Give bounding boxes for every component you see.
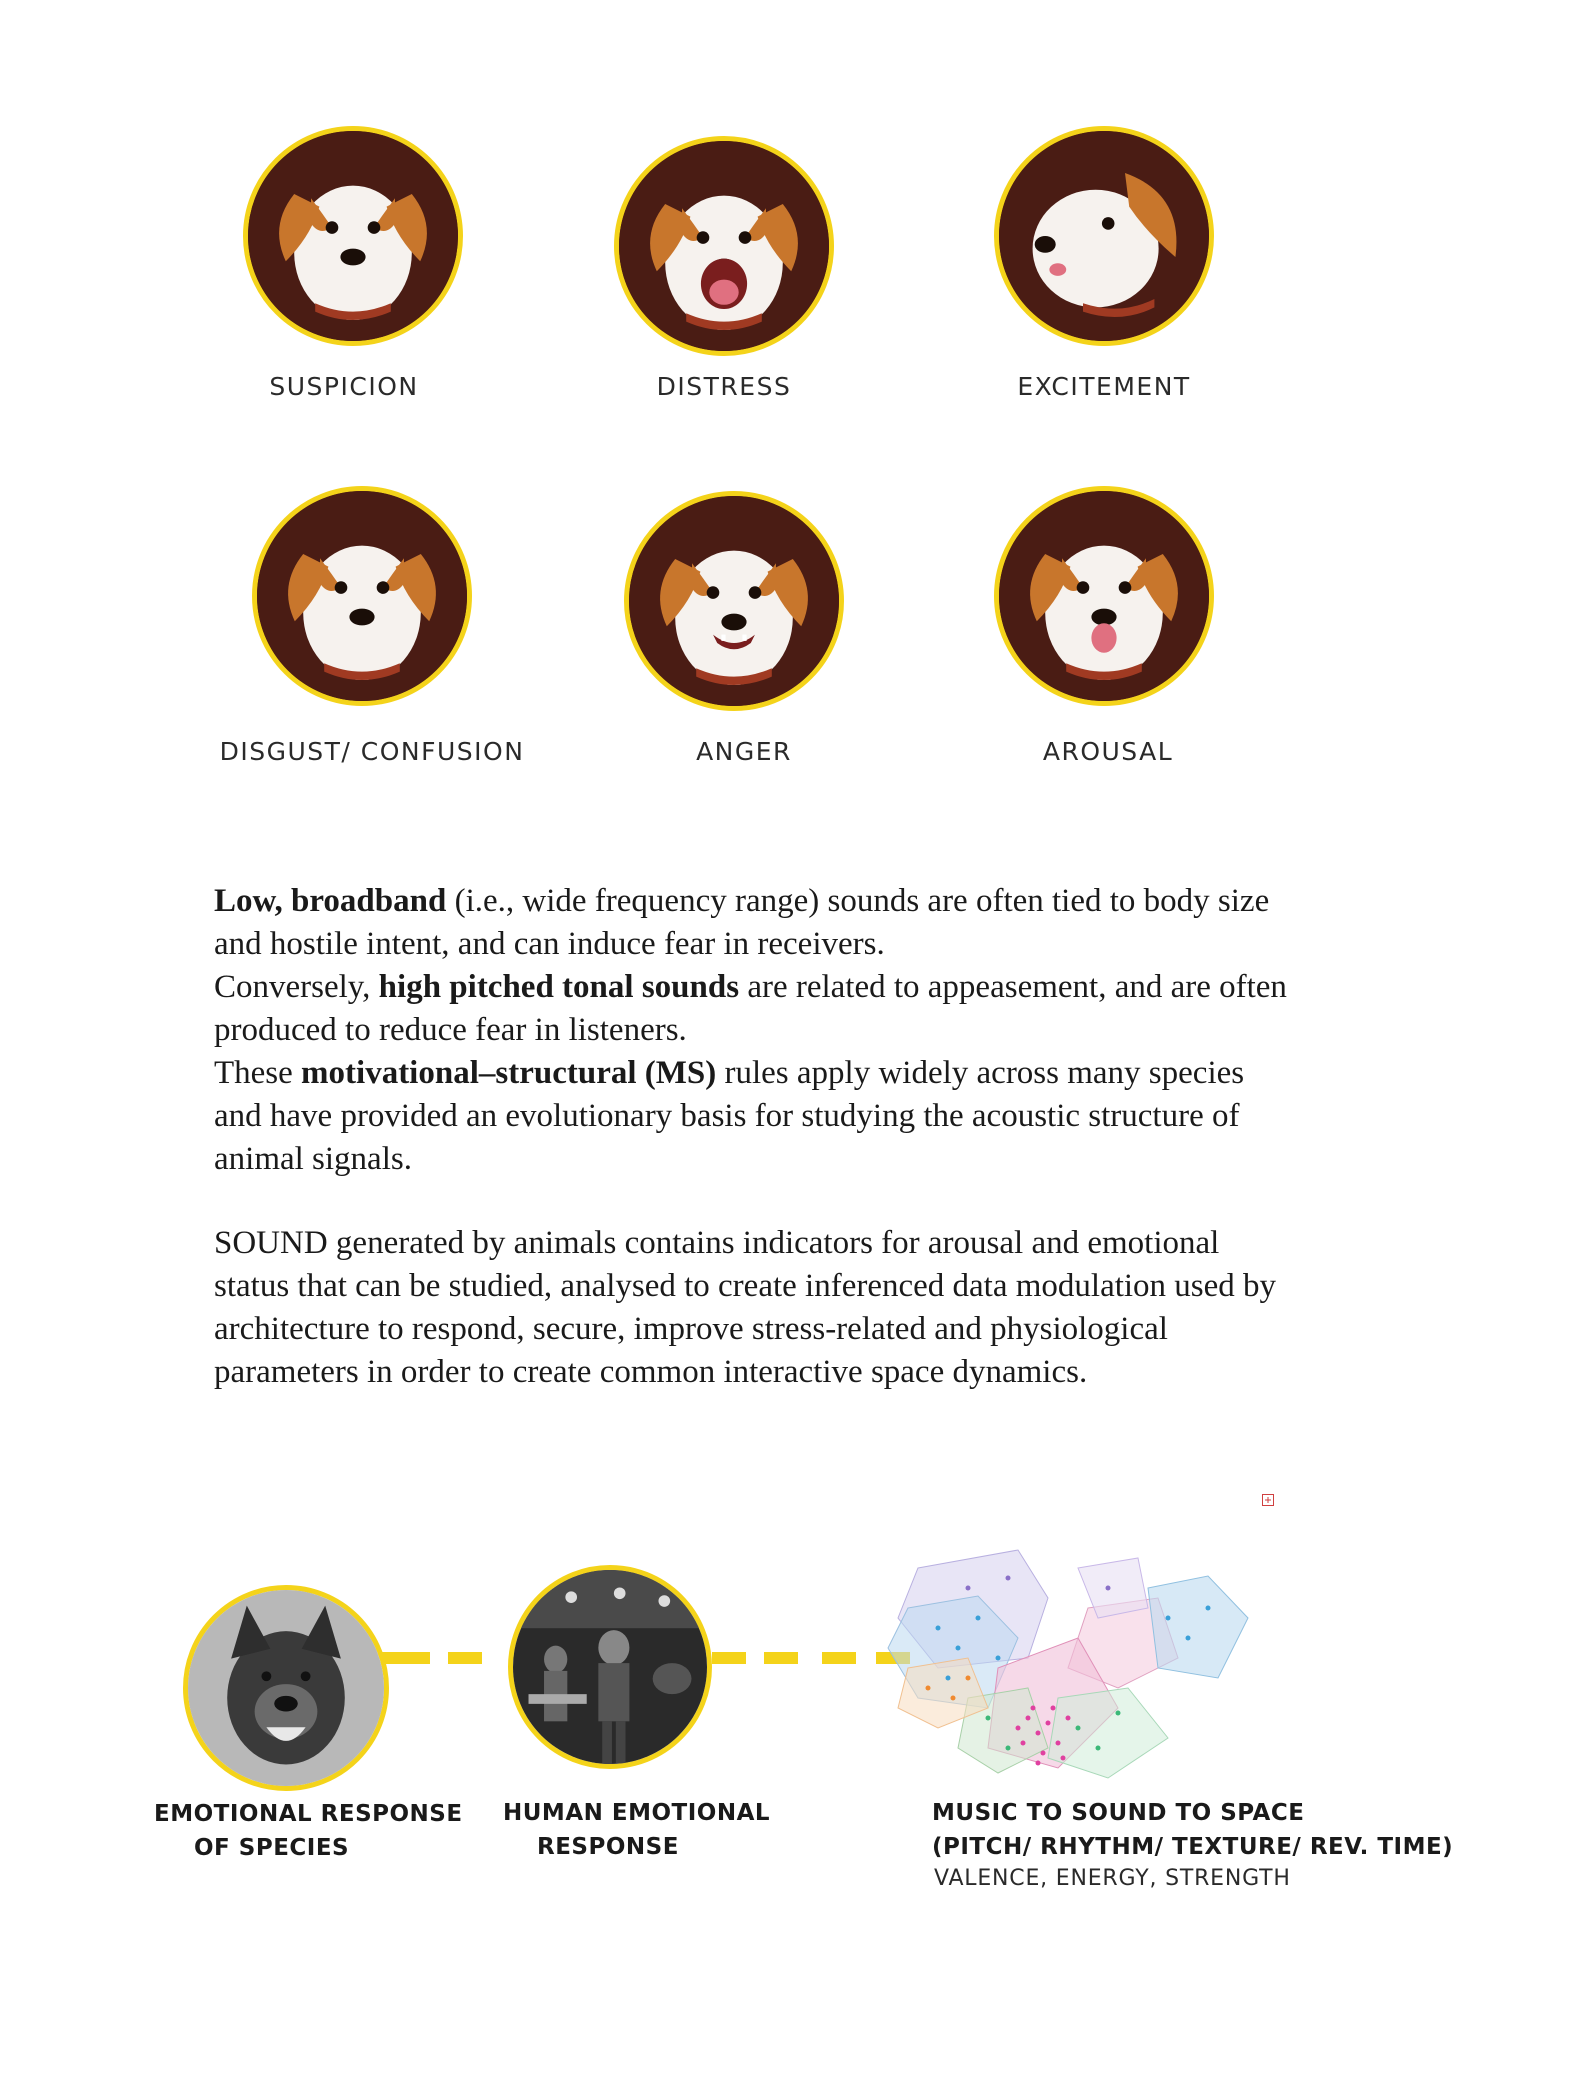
connector-dash	[764, 1652, 798, 1664]
caption-species: EMOTIONAL RESPONSE OF SPECIES	[154, 1801, 463, 1861]
connector-dash	[822, 1652, 856, 1664]
dog-excitement-photo	[994, 126, 1214, 346]
connector-dash	[448, 1652, 482, 1664]
dog-disgust-photo	[252, 486, 472, 706]
connector-dash	[382, 1652, 430, 1664]
emotion-label-distress: DISTRESS	[656, 372, 792, 401]
dog-anger-photo	[624, 491, 844, 711]
paragraph-sound: SOUND generated by animals contains indicators for arousal and emotional status that can be studied, analysed to create inferenced data modulation used by architecture to respond, secure, improve stress-related and physiological parameters in order to create common interactive space dynamics.	[214, 1225, 1277, 1390]
emotion-label-excitement: EXCITEMENT	[1017, 372, 1191, 401]
dog-arousal-photo	[994, 486, 1214, 706]
emotion-label-arousal: AROUSAL	[1042, 737, 1174, 766]
caption-music: MUSIC TO SOUND TO SPACE (PITCH/ RHYTHM/ TEXTURE/ REV. TIME)	[932, 1800, 1454, 1860]
plus-marker-icon	[1262, 1494, 1274, 1506]
caption-music-sub: VALENCE, ENERGY, STRENGTH	[934, 1866, 1291, 1891]
dog-suspicion-photo	[243, 126, 463, 346]
dog-distress-photo	[614, 136, 834, 356]
emotion-label-anger: ANGER	[696, 737, 792, 766]
emotion-label-disgust-confusion: DISGUST/ CONFUSION	[219, 737, 525, 766]
paragraph-ms-rules: Low, broadband (i.e., wide frequency range) sounds are often tied to body size and hostile intent, and can induce fear in receivers. Conversely, high pitched tonal sounds are related to appeasement, and are often produced to reduce fear in listeners. These motivational–structural (MS) rules apply widely across many species and have provided an evolutionary basis for studying the acoustic structure of animal signals.	[214, 883, 1287, 1177]
connector-dash	[712, 1652, 746, 1664]
human-concert-photo	[508, 1565, 712, 1769]
species-dog-photo	[183, 1585, 389, 1791]
bold-ms-rules: motivational–structural (MS)	[301, 1055, 717, 1091]
bold-low-broadband: Low, broadband	[214, 883, 447, 919]
caption-human: HUMAN EMOTIONAL RESPONSE	[503, 1800, 771, 1860]
emotion-label-suspicion: SUSPICION	[269, 372, 419, 401]
music-scatter-graphic	[878, 1548, 1258, 1788]
bold-high-pitched: high pitched tonal sounds	[378, 969, 740, 1005]
